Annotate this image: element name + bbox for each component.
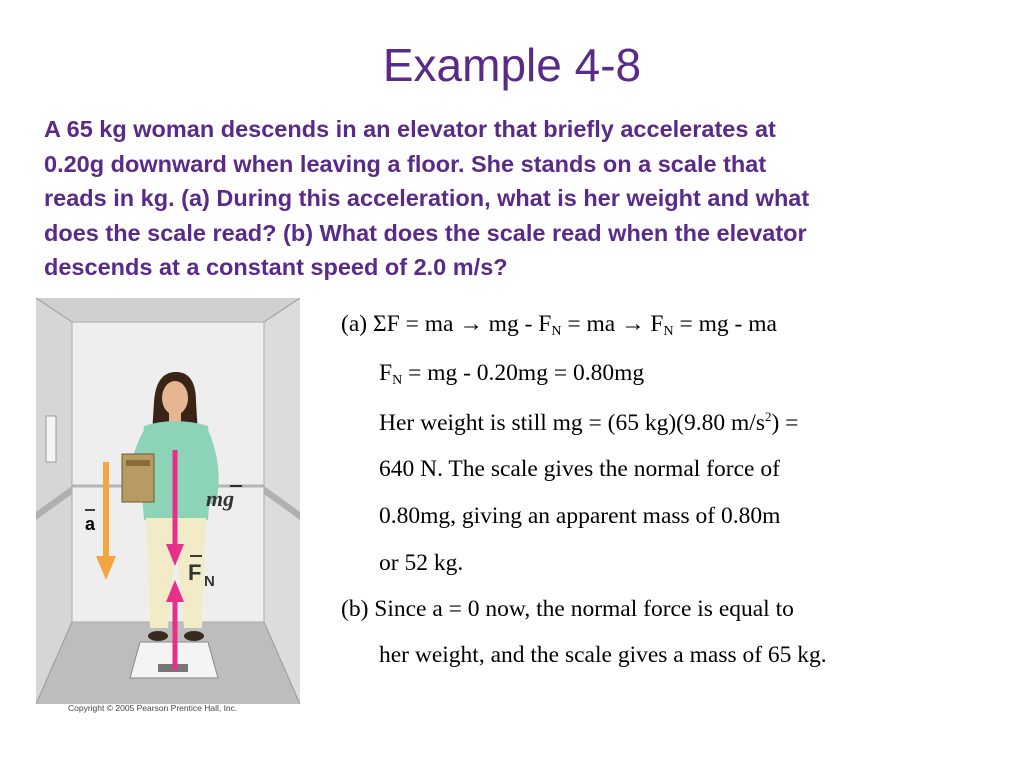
solution-text: = mg - 0.20mg = 0.80mg: [402, 360, 645, 386]
elevator-figure: [36, 298, 300, 718]
normal-force-label: F: [188, 560, 202, 585]
solution-text: ) =: [771, 410, 799, 436]
solution-line-7: (b) Since a = 0 now, the normal force is equal to: [341, 596, 794, 622]
solution-line-1: [341, 311, 777, 340]
solution-line-4: 640 N. The scale gives the normal force of: [379, 456, 780, 482]
elevator-ceiling: [36, 298, 300, 322]
subscript-n: N: [663, 324, 674, 339]
books-spine: [126, 460, 150, 466]
problem-line-3: reads in kg. (a) During this acceleration, what is her weight and what: [44, 185, 810, 211]
subscript-n: N: [551, 324, 562, 339]
acceleration-label: a: [85, 514, 96, 534]
subscript-n: N: [392, 373, 403, 388]
solution-text: = mg - ma: [673, 311, 777, 337]
woman-face: [162, 381, 188, 415]
solution-text: = ma → F: [561, 311, 664, 337]
solution-line-2: [379, 360, 644, 389]
problem-line-4: does the scale read? (b) What does the scale read when the elevator: [44, 219, 807, 246]
slide-title: Example 4-8: [382, 39, 642, 91]
solution-text: (a) ΣF = ma → mg - F: [341, 311, 552, 337]
elevator-illustration: [36, 298, 300, 718]
solution-line-6: or 52 kg.: [379, 550, 464, 576]
problem-line-5: descends at a constant speed of 2.0 m/s?: [44, 254, 508, 280]
solution-line-5: 0.80mg, giving an apparent mass of 0.80m: [379, 503, 781, 529]
wall-panel: [46, 416, 56, 462]
problem-statement: [44, 112, 994, 285]
solution-text: F: [379, 360, 393, 386]
solution-line-3: [379, 409, 798, 437]
superscript-2: 2: [764, 409, 772, 424]
problem-line-1: A 65 kg woman descends in an elevator that briefly accelerates at: [44, 116, 776, 142]
woman-shoe-left: [148, 631, 168, 641]
problem-line-2: 0.20g downward when leaving a floor. She stands on a scale that: [44, 150, 767, 177]
solution-line-8: her weight, and the scale gives a mass of 65 kg.: [379, 642, 827, 668]
weight-label: mg: [206, 486, 235, 511]
copyright-notice: Copyright © 2005 Pearson Prentice Hall, Inc.: [68, 703, 238, 713]
normal-force-subscript: N: [204, 573, 215, 590]
solution-text: Her weight is still mg = (65 kg)(9.80 m/s: [379, 410, 765, 436]
woman-shoe-right: [184, 631, 204, 641]
